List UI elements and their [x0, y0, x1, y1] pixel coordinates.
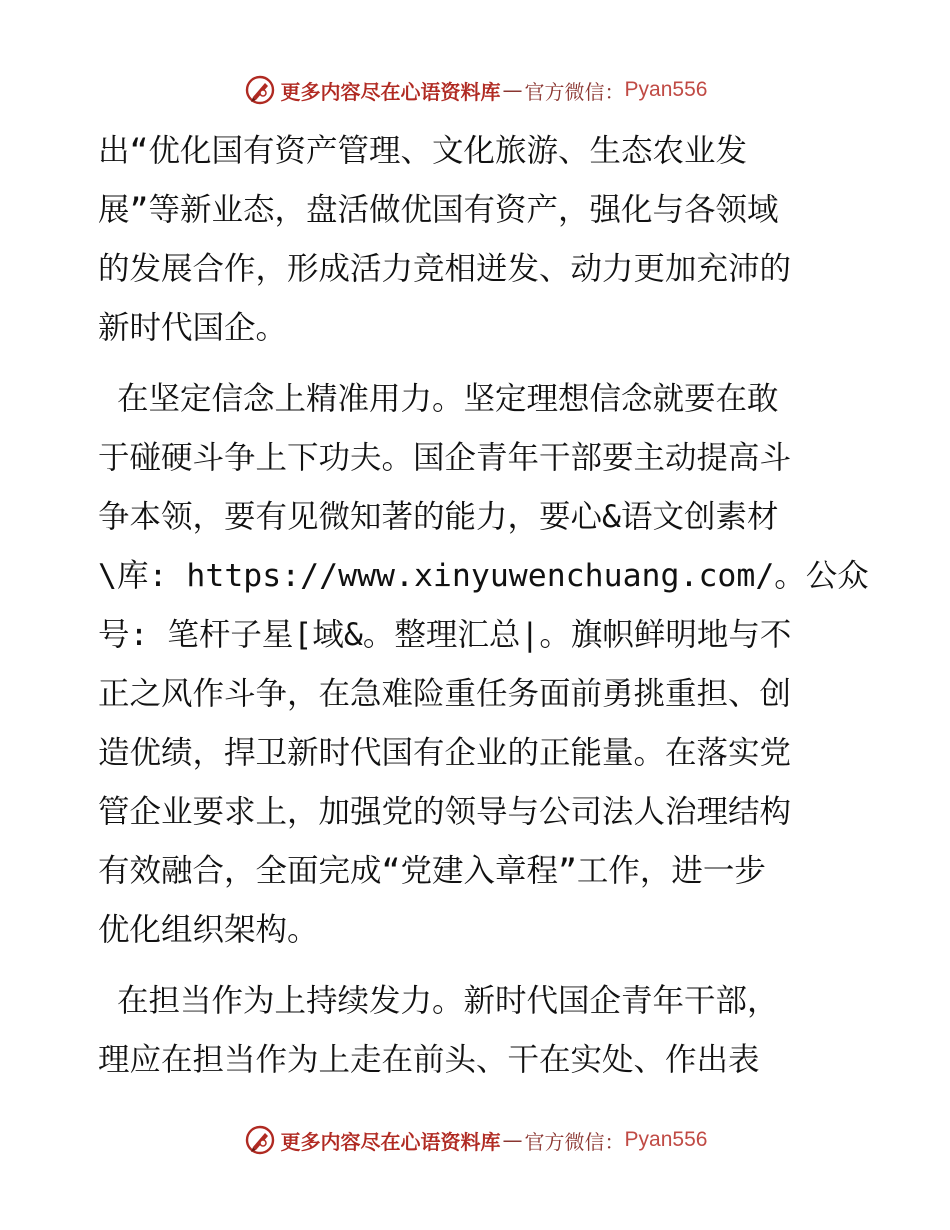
- text-line: 造优绩，捍卫新时代国有企业的正能量。在落实党: [98, 735, 792, 771]
- text-line: 出“优化国有资产管理、文化旅游、生态农业发: [98, 133, 747, 169]
- text-line: 于碰硬斗争上下功夫。国企青年干部要主动提高斗: [98, 440, 792, 476]
- text-line: 理应在担当作为上走在前头、干在实处、作出表: [98, 1042, 760, 1078]
- text-line: 优化组织架构。: [98, 912, 319, 948]
- watermark-wechat-label: 官方微信：: [524, 79, 625, 104]
- text-line: 管企业要求上，加强党的领导与公司法人治理结构: [98, 794, 792, 830]
- header-watermark: [0, 70, 950, 110]
- text-line: 的发展合作，形成活力竞相迸发、动力更加充沛的: [98, 251, 792, 287]
- paragraph-gap: [98, 960, 850, 972]
- watermark-wechat-id: Pyan556: [624, 1128, 708, 1151]
- text-line: 争本领，要有见微知著的能力，要心&语文创素材: [98, 499, 779, 535]
- pen-logo-icon: [243, 1123, 277, 1157]
- document-body: [98, 122, 869, 1090]
- text-line: 号: 笔杆子星[域&。整理汇总|。旗帜鲜明地与不: [98, 617, 792, 653]
- paragraph: [98, 972, 850, 1090]
- pen-logo-icon: [243, 73, 277, 107]
- text-line: \库: https://www.xinyuwenchuang.com/。公众: [98, 558, 869, 594]
- watermark-wechat-label: 官方微信：: [524, 1129, 625, 1154]
- text-line: 正之风作斗争，在急难险重任务面前勇挑重担、创: [98, 676, 792, 712]
- text-line: 在坚定信念上精准用力。坚定理想信念就要在敢: [98, 381, 779, 417]
- watermark-text: 更多内容尽在心语资料库: [280, 79, 501, 104]
- watermark-wechat-id: Pyan556: [624, 78, 708, 101]
- watermark-text: 更多内容尽在心语资料库: [280, 1129, 501, 1154]
- paragraph: [98, 370, 869, 960]
- paragraph-gap: [98, 358, 850, 370]
- text-line: 在担当作为上持续发力。新时代国企青年干部，: [98, 983, 779, 1019]
- paragraph: [98, 122, 850, 358]
- text-line: 新时代国企。: [98, 310, 288, 346]
- watermark-dash: —: [502, 78, 523, 102]
- text-line: 有效融合，全面完成“党建入章程”工作，进一步: [98, 853, 766, 889]
- footer-watermark: [0, 1120, 950, 1160]
- watermark-dash: —: [502, 1128, 523, 1152]
- text-line: 展”等新业态，盘活做优国有资产，强化与各领域: [98, 192, 779, 228]
